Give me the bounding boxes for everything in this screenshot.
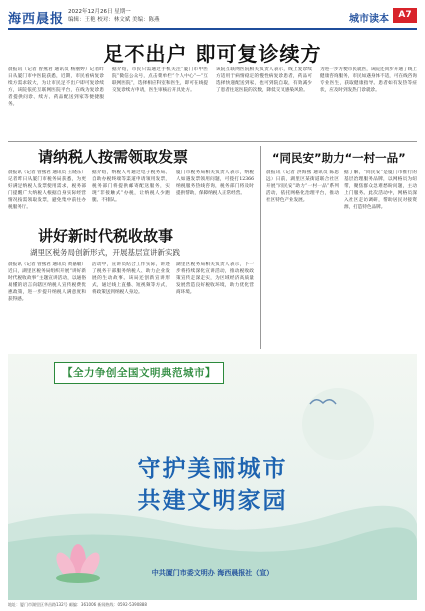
story2-column: 厦门市税务局相关负责人表示，纳税人如遇发票领用问题，可拨打12366纳税服务热线咨询，税务部门将及时提供帮助，保障纳税人正常经营。 <box>176 170 254 196</box>
story4-column: 晨报讯（记者 洪海燕 通讯员 陈思远）日前，湖里区某街道联合社区开展“同民安”助力“一村一品”系列活动，依托网格化治理平台，推动社区特色产业发展。 <box>266 170 339 203</box>
issue-date <box>68 8 160 24</box>
banner-slogan-line1: 守护美丽城市 <box>137 456 288 482</box>
story3-headline: 讲好新时代税收故事 <box>38 227 174 245</box>
banner-credit: 中共厦门市委文明办 海西晨报社（宣） <box>151 569 274 577</box>
newspaper-logo: 海西晨报 <box>8 12 65 27</box>
campaign-tag-label: 【全力争创全国文明典范城市】 <box>62 367 216 379</box>
story2-headline: 请纳税人按需领取发票 <box>38 148 189 166</box>
story1-column: 晨报讯（记者 曾燕君 通讯员 杨丽婷）记者昨日从厦门市中医院获悉，近期，市民看病复诊续方需求较大，为让市民足不出户即可复诊续方，该院依托互联网医院平台，在线为复诊患者提供问诊、续方、药品配送到家等便捷服务。 <box>8 67 104 107</box>
bird-icon <box>308 394 338 410</box>
story1-column: 据介绍，市民只需通过手机关注“厦门市中医院”微信公众号，点击菜单栏“个人中心”—“互联网医院”，选择相应科室和医生，即可在线提交复诊续方申请，医生审核后开具处方。 <box>112 67 208 93</box>
banner-slogan-line2: 共建文明家园 <box>137 488 288 514</box>
story2-column: 据介绍，纳税人可通过电子税务局、自助办税终端等渠道申请领用发票，税务部门将提供邮寄配送服务，实现“非接触式”办税，让纳税人少跑腿、不排队。 <box>92 170 170 203</box>
story3-column: 活动中，宣讲员结合工作实际，讲述了税务干部服务纳税人、助力企业发展的生动故事。该局还创新宣讲形式，通过线上直播、短视频等方式，将政策送到纳税人身边。 <box>92 262 170 295</box>
civilization-banner <box>8 354 417 600</box>
story1-column: 该院互联网医院相关负责人表示，线上复诊续方适用于病情稳定的慢性病复诊患者，药品可选择快递配送到家，也可到院自取，有效减少了患者往返医院的次数，降低交叉感染风险。 <box>216 67 312 93</box>
story1-headline: 足不出户 即可复诊续方 <box>103 42 322 66</box>
column-divider <box>260 146 261 349</box>
page-footer: 地址：厦门市湖里区华昌路132号 邮编：361006 新闻热线：0592-5390888 <box>8 602 147 607</box>
story3-subhead: 湖里区税务局创新形式，开展基层宣讲新实践 <box>30 248 180 257</box>
story2-column: 晨报讯（记者 曾燕君 通讯员 王晓东）记者昨日从厦门市税务局获悉，为更好满足纳税人发票使用需求，税务部门提醒广大纳税人根据自身实际经营情况按需领取发票，避免集中前往办税服务厅。 <box>8 170 86 210</box>
issue-date-line1: 2022年12月26日 星期一 <box>68 9 131 15</box>
masthead <box>8 6 417 30</box>
story1-column: 为进一步方便市民就医，该院还同步开通了线上健康咨询服务，市民如遇身体不适，可在线咨询专业医生，获取健康指导。患者如有发热等症状，应及时到发热门诊就诊。 <box>320 67 417 93</box>
issue-date-line2: 编辑：王艳 校对：林文斌 美编：陈燕 <box>68 17 160 23</box>
divider <box>8 141 417 142</box>
story4-column: 据了解，“同民安”是厦门市推行的基层治理服务品牌，以网格员为纽带，聚焦群众急难愁盼问题，主动上门服务。此次活动中，网格员深入社区走访调研，帮助居民对接资源，打造特色品牌。 <box>344 170 417 210</box>
story3-column: 晨报讯（记者 曾燕君 通讯员 黄嘉敏）近日，湖里区税务局组织开展“讲好新时代税收故事”主题宣讲活动，以通俗易懂的语言向辖区纳税人宣传税费优惠政策，进一步提升纳税人满意度和获得感。 <box>8 262 86 302</box>
story4-headline: “同民安”助力“一村一品” <box>272 151 406 165</box>
campaign-tag <box>54 362 224 384</box>
story3-column: 湖里区税务局相关负责人表示，下一步将持续深化宣讲活动，推动税收政策宣传走深走实，为区域经济高质量发展营造良好税收环境，助力优化营商环境。 <box>176 262 254 295</box>
section-title: 城市读本 <box>349 14 389 25</box>
page-number: A7 <box>393 8 417 23</box>
